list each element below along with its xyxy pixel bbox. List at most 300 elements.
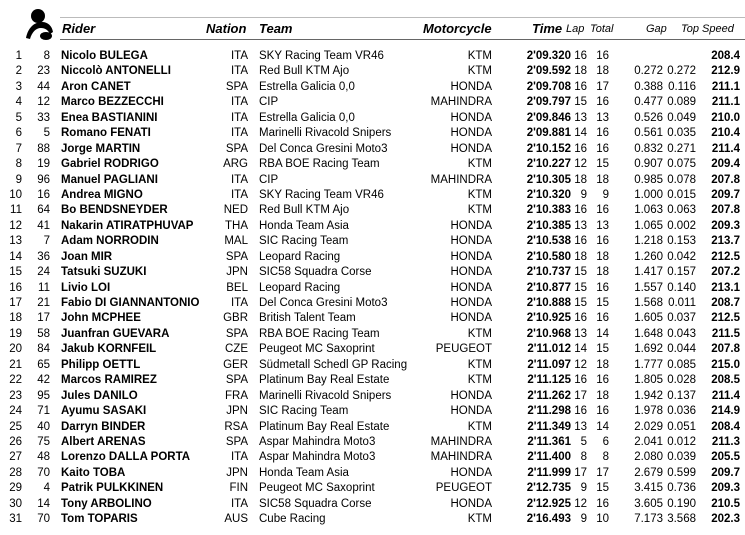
motorcycle: MAHINDRA bbox=[430, 435, 492, 448]
gap-previous: 0.272 bbox=[667, 65, 696, 78]
position: 11 bbox=[10, 204, 22, 217]
rider-name: Tatsuki SUZUKI bbox=[61, 266, 147, 279]
gap-first: 2.041 bbox=[634, 435, 663, 448]
top-speed: 211.5 bbox=[711, 327, 740, 340]
table-header bbox=[0, 0, 745, 44]
lap: 16 bbox=[574, 50, 587, 62]
rider-name: Darryn BINDER bbox=[61, 420, 146, 433]
top-speed: 209.4 bbox=[711, 158, 740, 171]
lap: 13 bbox=[574, 420, 587, 433]
rider-name: Enea BASTIANINI bbox=[61, 111, 158, 124]
top-speed: 212.5 bbox=[711, 312, 740, 325]
lap: 15 bbox=[574, 297, 587, 309]
total-laps: 14 bbox=[596, 420, 609, 433]
motorcycle: HONDA bbox=[450, 219, 492, 232]
table-row bbox=[0, 435, 745, 450]
position: 31 bbox=[9, 513, 22, 526]
nation: SPA bbox=[225, 435, 248, 448]
header-rider: Rider bbox=[62, 21, 96, 36]
motorcycle: HONDA bbox=[450, 250, 492, 263]
table-row bbox=[0, 95, 745, 110]
total-laps: 16 bbox=[596, 127, 609, 140]
team: Leopard Racing bbox=[259, 281, 341, 294]
team: SIC Racing Team bbox=[259, 405, 349, 418]
gap-previous: 0.157 bbox=[667, 266, 696, 279]
gap-first: 1.692 bbox=[634, 343, 663, 356]
gap-previous: 0.190 bbox=[667, 497, 696, 510]
team: RBA BOE Racing Team bbox=[259, 158, 380, 171]
motorcycle: HONDA bbox=[450, 466, 492, 479]
rider-name: Aron CANET bbox=[61, 80, 131, 93]
header-nation: Nation bbox=[206, 21, 247, 36]
team: Platinum Bay Real Estate bbox=[259, 374, 390, 387]
rider-name: Tom TOPARIS bbox=[61, 513, 138, 526]
table-row bbox=[0, 219, 745, 234]
rider-number: 70 bbox=[37, 466, 50, 479]
lap-time: 2'11.012 bbox=[527, 343, 571, 356]
top-speed: 208.7 bbox=[711, 297, 740, 309]
rider-name: Albert ARENAS bbox=[61, 435, 146, 448]
motorcycle: PEUGEOT bbox=[435, 343, 492, 356]
gap-previous: 0.035 bbox=[667, 127, 696, 140]
position: 6 bbox=[15, 127, 22, 140]
gap-previous: 0.271 bbox=[667, 142, 696, 155]
rider-name: Fabio DI GIANNANTONIO bbox=[61, 297, 200, 309]
position: 13 bbox=[9, 235, 22, 248]
rider-name: Marcos RAMIREZ bbox=[61, 374, 157, 387]
position: 8 bbox=[15, 158, 22, 171]
rider-number: 7 bbox=[43, 235, 50, 248]
team: Marinelli Rivacold Snipers bbox=[259, 389, 392, 402]
table-row bbox=[0, 111, 745, 126]
position: 19 bbox=[9, 327, 22, 340]
results-table bbox=[0, 49, 745, 528]
rider-name: Jorge MARTIN bbox=[61, 142, 141, 155]
team: Platinum Bay Real Estate bbox=[259, 420, 390, 433]
rider-number: 95 bbox=[37, 389, 50, 402]
motorcycle: HONDA bbox=[450, 405, 492, 418]
gap-previous: 0.085 bbox=[667, 358, 696, 371]
total-laps: 16 bbox=[596, 96, 609, 109]
gap-first: 1.417 bbox=[634, 266, 663, 279]
total-laps: 6 bbox=[602, 435, 609, 448]
gap-first: 1.605 bbox=[634, 312, 663, 325]
lap: 15 bbox=[574, 266, 587, 279]
total-laps: 18 bbox=[596, 266, 609, 279]
team: Estrella Galicia 0,0 bbox=[259, 80, 355, 93]
rider-number: 21 bbox=[37, 297, 50, 309]
total-laps: 13 bbox=[596, 111, 609, 124]
rider-name: Jakub KORNFEIL bbox=[61, 343, 157, 356]
position: 30 bbox=[9, 497, 22, 510]
nation: JPN bbox=[226, 266, 248, 279]
rider-name: Nicolo BULEGA bbox=[61, 50, 148, 62]
position: 5 bbox=[15, 111, 22, 124]
lap-time: 2'12.925 bbox=[526, 497, 571, 510]
gap-first: 1.648 bbox=[634, 327, 663, 340]
table-row bbox=[0, 281, 745, 296]
nation: BEL bbox=[226, 281, 248, 294]
team: CIP bbox=[259, 173, 279, 186]
motorcycle: KTM bbox=[467, 374, 492, 387]
gap-previous: 0.002 bbox=[667, 219, 696, 232]
motorcycle: HONDA bbox=[450, 297, 492, 309]
top-speed: 211.3 bbox=[711, 435, 740, 448]
gap-previous: 0.116 bbox=[668, 80, 696, 93]
table-row bbox=[0, 466, 745, 481]
lap-time: 2'10.320 bbox=[526, 188, 571, 201]
gap-previous: 0.075 bbox=[667, 158, 696, 171]
position: 10 bbox=[9, 188, 22, 201]
lap-time: 2'11.361 bbox=[527, 435, 571, 448]
motorcycle: HONDA bbox=[450, 80, 492, 93]
motorcycle: KTM bbox=[467, 65, 492, 78]
motorcycle: HONDA bbox=[450, 497, 492, 510]
team: Honda Team Asia bbox=[259, 219, 349, 232]
gap-previous: 0.044 bbox=[667, 343, 696, 356]
total-laps: 15 bbox=[596, 158, 609, 171]
lap-time: 2'10.925 bbox=[526, 312, 571, 325]
rider-name: Joan MIR bbox=[61, 250, 113, 263]
top-speed: 212.9 bbox=[711, 65, 740, 78]
table-row bbox=[0, 234, 745, 249]
rider-number: 41 bbox=[37, 219, 50, 232]
table-row bbox=[0, 420, 745, 435]
nation: CZE bbox=[225, 343, 248, 356]
nation: GER bbox=[223, 358, 248, 371]
position: 12 bbox=[9, 219, 22, 232]
table-row bbox=[0, 389, 745, 404]
lap: 17 bbox=[574, 466, 587, 479]
rider-number: 12 bbox=[37, 96, 50, 109]
rider-number: 48 bbox=[37, 451, 50, 464]
position: 25 bbox=[9, 420, 22, 433]
top-speed: 215.0 bbox=[711, 358, 740, 371]
lap-time: 2'10.385 bbox=[526, 219, 571, 232]
gap-first: 0.477 bbox=[634, 96, 663, 109]
team: SKY Racing Team VR46 bbox=[259, 50, 384, 62]
top-speed: 209.3 bbox=[711, 482, 740, 495]
motorcycle: MAHINDRA bbox=[430, 173, 492, 186]
rider-number: 96 bbox=[37, 173, 50, 186]
motorcycle: MAHINDRA bbox=[430, 451, 492, 464]
lap: 9 bbox=[580, 482, 587, 495]
team: Del Conca Gresini Moto3 bbox=[259, 297, 388, 309]
gap-first: 1.805 bbox=[634, 374, 663, 387]
position: 27 bbox=[9, 451, 22, 464]
top-speed: 207.8 bbox=[711, 343, 740, 356]
lap: 9 bbox=[580, 188, 587, 201]
gap-previous: 0.039 bbox=[667, 451, 696, 464]
total-laps: 16 bbox=[596, 374, 609, 387]
lap-time: 2'11.349 bbox=[527, 420, 571, 433]
top-speed: 209.7 bbox=[711, 188, 740, 201]
rider-number: 40 bbox=[37, 420, 50, 433]
nation: FIN bbox=[229, 482, 248, 495]
lap-time: 2'10.305 bbox=[526, 173, 571, 186]
lap-time: 2'10.737 bbox=[526, 266, 571, 279]
gap-first: 2.679 bbox=[634, 466, 663, 479]
top-speed: 211.1 bbox=[711, 80, 740, 93]
gap-first: 0.561 bbox=[634, 127, 663, 140]
position: 7 bbox=[15, 142, 22, 155]
rider-name: Tony ARBOLINO bbox=[61, 497, 152, 510]
nation: ITA bbox=[230, 127, 248, 140]
gap-previous: 0.036 bbox=[667, 405, 696, 418]
gap-first: 7.173 bbox=[634, 513, 663, 526]
position: 3 bbox=[15, 80, 22, 93]
total-laps: 18 bbox=[596, 173, 609, 186]
nation: JPN bbox=[226, 405, 248, 418]
nation: NED bbox=[223, 204, 248, 217]
lap: 18 bbox=[574, 65, 587, 78]
lap-time: 2'10.152 bbox=[526, 142, 571, 155]
total-laps: 16 bbox=[596, 235, 609, 248]
top-speed: 210.5 bbox=[711, 497, 740, 510]
gap-first: 1.000 bbox=[634, 188, 663, 201]
position: 26 bbox=[9, 435, 22, 448]
header-gap: Gap bbox=[646, 23, 667, 35]
lap-time: 2'11.999 bbox=[527, 466, 571, 479]
total-laps: 15 bbox=[596, 343, 609, 356]
lap-time: 2'09.592 bbox=[526, 65, 571, 78]
position: 22 bbox=[9, 374, 22, 387]
rider-number: 71 bbox=[37, 405, 50, 418]
lap-time: 2'12.735 bbox=[526, 482, 571, 495]
rider-name: Niccolò ANTONELLI bbox=[61, 65, 171, 78]
lap: 12 bbox=[574, 158, 587, 171]
gap-previous: 0.599 bbox=[667, 466, 696, 479]
total-laps: 18 bbox=[596, 358, 609, 371]
gap-first: 1.557 bbox=[634, 281, 663, 294]
gap-first: 0.388 bbox=[634, 80, 663, 93]
gap-first: 1.260 bbox=[634, 250, 663, 263]
position: 17 bbox=[9, 297, 22, 309]
motorcycle: KTM bbox=[467, 188, 492, 201]
rider-number: 23 bbox=[37, 65, 50, 78]
rider-name: Romano FENATI bbox=[61, 127, 151, 140]
team: SIC Racing Team bbox=[259, 235, 349, 248]
header-lap: Lap bbox=[566, 23, 585, 35]
lap-time: 2'16.493 bbox=[526, 513, 571, 526]
team: Marinelli Rivacold Snipers bbox=[259, 127, 392, 140]
total-laps: 18 bbox=[596, 389, 609, 402]
position: 1 bbox=[15, 50, 22, 62]
rider-number: 84 bbox=[37, 343, 50, 356]
lap-time: 2'11.262 bbox=[527, 389, 571, 402]
rider-name: Juanfran GUEVARA bbox=[61, 327, 170, 340]
table-row bbox=[0, 49, 745, 64]
table-row bbox=[0, 450, 745, 465]
nation: ITA bbox=[230, 173, 248, 186]
lap-time: 2'09.797 bbox=[526, 96, 571, 109]
lap-time: 2'10.580 bbox=[526, 250, 571, 263]
lap: 15 bbox=[574, 281, 587, 294]
gap-previous: 0.028 bbox=[667, 374, 696, 387]
rider-name: Andrea MIGNO bbox=[61, 188, 143, 201]
lap-time: 2'10.968 bbox=[526, 327, 571, 340]
rider-number: 5 bbox=[43, 127, 50, 140]
position: 4 bbox=[15, 96, 22, 109]
top-speed: 208.4 bbox=[711, 50, 740, 62]
rider-name: Philipp OETTL bbox=[61, 358, 141, 371]
rider-number: 11 bbox=[38, 281, 50, 294]
nation: ITA bbox=[230, 96, 248, 109]
gap-first: 0.832 bbox=[634, 142, 663, 155]
gap-previous: 0.140 bbox=[667, 281, 696, 294]
motorcycle: HONDA bbox=[450, 281, 492, 294]
lap: 14 bbox=[574, 127, 587, 140]
lap: 12 bbox=[574, 358, 587, 371]
nation: AUS bbox=[224, 513, 248, 526]
total-laps: 9 bbox=[602, 188, 609, 201]
gap-first: 1.063 bbox=[634, 204, 663, 217]
position: 23 bbox=[9, 389, 22, 402]
top-speed: 202.3 bbox=[711, 513, 740, 526]
rider-name: Kaito TOBA bbox=[61, 466, 126, 479]
rider-number: 88 bbox=[37, 142, 50, 155]
nation: MAL bbox=[224, 235, 248, 248]
lap-time: 2'09.881 bbox=[526, 127, 571, 140]
top-speed: 208.4 bbox=[711, 420, 740, 433]
team: Red Bull KTM Ajo bbox=[259, 65, 350, 78]
header-time: Time bbox=[532, 21, 563, 36]
nation: ITA bbox=[230, 65, 248, 78]
rider-number: 8 bbox=[43, 50, 50, 62]
table-row bbox=[0, 265, 745, 280]
gap-first: 3.415 bbox=[634, 482, 663, 495]
total-laps: 16 bbox=[596, 312, 609, 325]
rider-number: 44 bbox=[37, 80, 50, 93]
rider-number: 65 bbox=[37, 358, 50, 371]
nation: ITA bbox=[230, 297, 248, 309]
gap-previous: 0.089 bbox=[667, 96, 696, 109]
team: SIC58 Squadra Corse bbox=[259, 497, 372, 510]
rider-name: Adam NORRODIN bbox=[61, 235, 159, 248]
motorcycle: HONDA bbox=[450, 111, 492, 124]
gap-previous: 3.568 bbox=[667, 513, 696, 526]
table-row bbox=[0, 80, 745, 95]
table-row bbox=[0, 327, 745, 342]
lap: 17 bbox=[574, 389, 587, 402]
lap-time: 2'11.400 bbox=[527, 451, 571, 464]
top-speed: 212.5 bbox=[711, 250, 740, 263]
motorcycle: HONDA bbox=[450, 389, 492, 402]
header-motorcycle: Motorcycle bbox=[423, 21, 492, 36]
team: Aspar Mahindra Moto3 bbox=[259, 451, 376, 464]
rider-name: Ayumu SASAKI bbox=[61, 405, 147, 418]
total-laps: 16 bbox=[596, 50, 609, 62]
top-speed: 210.4 bbox=[711, 127, 740, 140]
position: 9 bbox=[15, 173, 22, 186]
top-speed: 211.1 bbox=[711, 96, 740, 109]
gap-first: 1.065 bbox=[634, 219, 663, 232]
motorcycle: HONDA bbox=[450, 127, 492, 140]
rider-number: 75 bbox=[37, 435, 50, 448]
gap-first: 0.526 bbox=[634, 111, 663, 124]
table-row bbox=[0, 342, 745, 357]
total-laps: 18 bbox=[596, 250, 609, 263]
lap: 16 bbox=[574, 374, 587, 387]
top-speed: 211.4 bbox=[711, 389, 740, 402]
total-laps: 16 bbox=[596, 204, 609, 217]
header-total: Total bbox=[590, 23, 614, 35]
total-laps: 8 bbox=[602, 451, 609, 464]
table-row bbox=[0, 250, 745, 265]
table-row bbox=[0, 126, 745, 141]
rider-name: Manuel PAGLIANI bbox=[61, 173, 158, 186]
table-row bbox=[0, 188, 745, 203]
lap: 8 bbox=[580, 451, 587, 464]
lap-time: 2'11.125 bbox=[527, 374, 571, 387]
lap: 18 bbox=[574, 173, 587, 186]
rider-number: 42 bbox=[37, 374, 50, 387]
position: 21 bbox=[9, 358, 22, 371]
total-laps: 15 bbox=[596, 297, 609, 309]
position: 14 bbox=[9, 250, 22, 263]
nation: ITA bbox=[230, 111, 248, 124]
table-row bbox=[0, 311, 745, 326]
gap-previous: 0.063 bbox=[667, 204, 696, 217]
rider-name: Gabriel RODRIGO bbox=[61, 158, 159, 171]
team: Honda Team Asia bbox=[259, 466, 349, 479]
gap-previous: 0.049 bbox=[667, 111, 696, 124]
motorcycle: MAHINDRA bbox=[430, 96, 492, 109]
lap-time: 2'10.538 bbox=[526, 235, 571, 248]
top-speed: 211.4 bbox=[711, 142, 740, 155]
rider-name: Jules DANILO bbox=[61, 389, 138, 402]
motorcycle: HONDA bbox=[450, 142, 492, 155]
lap: 16 bbox=[574, 142, 587, 155]
position: 24 bbox=[9, 405, 22, 418]
gap-previous: 0.078 bbox=[667, 173, 696, 186]
motorcycle: HONDA bbox=[450, 312, 492, 325]
table-row bbox=[0, 358, 745, 373]
gap-first: 1.942 bbox=[634, 389, 663, 402]
rider-number: 33 bbox=[37, 111, 50, 124]
total-laps: 16 bbox=[596, 497, 609, 510]
top-speed: 207.8 bbox=[711, 204, 740, 217]
lap: 16 bbox=[574, 204, 587, 217]
header-top-speed: Top Speed bbox=[681, 23, 734, 35]
motorcycle: KTM bbox=[467, 358, 492, 371]
top-speed: 213.1 bbox=[711, 281, 740, 294]
total-laps: 16 bbox=[596, 281, 609, 294]
lap-time: 2'10.383 bbox=[526, 204, 571, 217]
top-speed: 209.7 bbox=[711, 466, 740, 479]
gap-previous: 0.042 bbox=[667, 250, 696, 263]
lap-time: 2'11.097 bbox=[527, 358, 571, 371]
table-row bbox=[0, 481, 745, 496]
rider-name: John MCPHEE bbox=[61, 312, 141, 325]
rider-number: 24 bbox=[37, 266, 50, 279]
team: Cube Racing bbox=[259, 513, 326, 526]
rider-name: Patrik PULKKINEN bbox=[61, 482, 164, 495]
lap: 14 bbox=[574, 343, 587, 356]
lap: 13 bbox=[574, 111, 587, 124]
gap-first: 0.985 bbox=[634, 173, 663, 186]
lap: 12 bbox=[574, 497, 587, 510]
rider-number: 17 bbox=[37, 312, 50, 325]
total-laps: 15 bbox=[596, 482, 609, 495]
nation: THA bbox=[225, 219, 248, 232]
rider-name: Nakarin ATIRATPHUVAP bbox=[61, 219, 194, 232]
rider-name: Bo BENDSNEYDER bbox=[61, 204, 168, 217]
team: Estrella Galicia 0,0 bbox=[259, 111, 355, 124]
gap-first: 3.605 bbox=[634, 497, 663, 510]
position: 18 bbox=[9, 312, 22, 325]
position: 20 bbox=[9, 343, 22, 356]
